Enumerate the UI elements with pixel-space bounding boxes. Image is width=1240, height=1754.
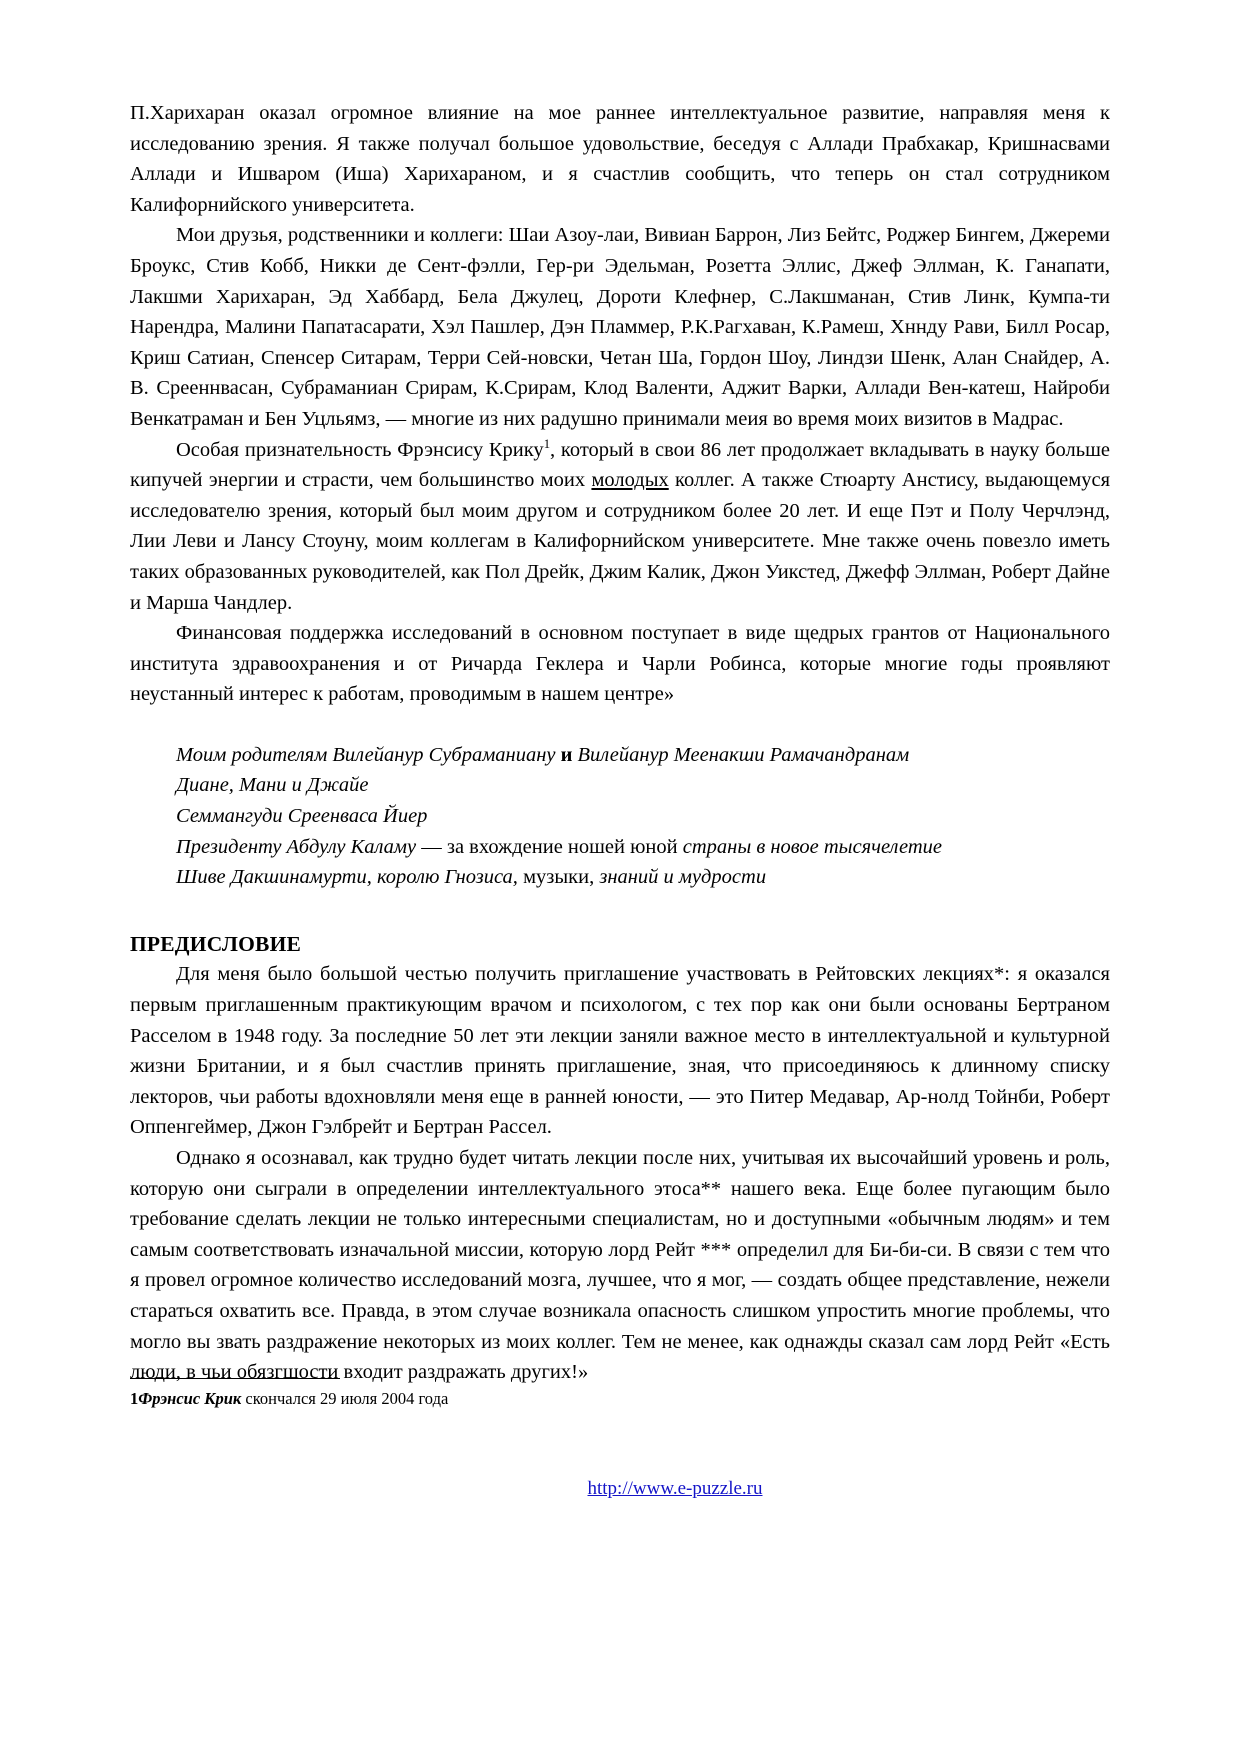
dedication-line-semmangudi: Семмангуди Среенваса Йиер (176, 805, 428, 828)
footnote-1 (130, 1388, 1110, 1410)
footnote-body-text: скончался 29 июля 2004 года (241, 1389, 449, 1408)
footer-website-link[interactable]: http://www.e-puzzle.ru (587, 1478, 763, 1499)
crick-text-before-footnote: Особая признательность Фрэнсису Крику (176, 438, 544, 461)
page-footer (0, 1478, 1240, 1500)
dedication-kalam-part3: страны в новое тысячелетие (682, 835, 942, 858)
underlined-word-molodyh: молодых (591, 469, 669, 492)
footnote-area (130, 1378, 1110, 1410)
paragraph-preface-first: Для меня было большой честью получить приглашение участвовать в Рейтовских лекциях*: я оказался первым приглашенным практикующим врачом и психологом, с тех пор как они были основаны Бертраном Расселом в 1948 году. За последние 50 лет эти лекции заняли важное место в интеллектуальной и культурной жизни Британии, и я был счастлив принять приглашение, зная, что присоединяюсь к длинному списку лекторов, чьи работы вдохновляли меня еще в ранней юности, — это Питер Медавар, Ар-нолд Тойнби, Роберт Оппенгеймер, Джон Гэлбрейт и Бертран Рассел. (130, 963, 1110, 1139)
dedication-shiva-part3: знаний и мудрости (599, 866, 767, 889)
dedication-parents-part2: Вилейанур Меенакши Рамачандранам (577, 743, 910, 766)
footnote-reference-1[interactable]: 1 (543, 436, 551, 451)
dedication-kalam-part1: Президенту Абдулу Каламу (176, 835, 417, 858)
paragraph-acknowledgements-hariharan: П.Харихаран оказал огромное влияние на мое раннее интеллектуальное развитие, направляя меня к исследованию зрения. Я также получал большое удовольствие, беседуя с Аллади Прабхакар, Кришнасвами Аллади и Ишваром (Иша) Харихараном, и я счастлив сообщить, что теперь он стал сотрудником Калифорнийского университета. (130, 102, 1110, 216)
section-heading-preface: ПРЕДИСЛОВИЕ (130, 931, 302, 956)
dedication-em-dash: — (421, 835, 442, 858)
paragraph-francis-crick (130, 435, 1110, 619)
footnote-number: 1 (130, 1389, 139, 1408)
dedication-kalam-part2: за вхождение ношей юной (446, 835, 678, 858)
dedication-block (130, 740, 1110, 893)
paragraph-friends-relatives-colleagues: Мои друзья, родственники и коллеги: Шаи Азоу-лаи, Вивиан Баррон, Лиз Бейтс, Роджер Бингем, Джереми Броукс, Стив Кобб, Никки де Сент-фэлли, Гер-ри Эдельман, Розетта Эллис, Джеф Эллман, К. Ганапати, Лакшми Харихаран, Эд Хаббард, Бела Джулец, Дороти Клефнер, С.Лакшманан, Стив Линк, Кумпа-ти Нарендра, Малини Папатасарати, Хэл Пашлер, Дэн Пламмер, Р.К.Рагхаван, К.Рамеш, Хннду Рави, Билл Росар, Криш Сатиан, Спенсер Ситарам, Терри Сей-новски, Четан Ша, Гордон Шоу, Линдзи Шенк, Алан Снайдер, А. В. Срееннвасан, Субраманиан Срирам, К.Срирам, Клод Валенти, Аджит Варки, Аллади Вен-катеш, Найроби Венкатраман и Бен Уцльямз, — многие из них радушно принимали меия во время моих визитов в Мадрас. (130, 224, 1110, 430)
page-body (130, 98, 1110, 1388)
dedication-line-president-kalam (130, 832, 1110, 863)
paragraph-financial-support: Финансовая поддержка исследований в основном поступает в виде щедрых грантов от Национального института здравоохранения и от Ричарда Геклера и Чарли Робинса, которые многие годы проявляют неустанный интерес к работам, проводимым в нашем центре» (130, 622, 1110, 706)
dedication-parents-part1: Моим родителям Вилейанур Субраманиану (176, 743, 556, 766)
crick-text-after-footnote-b: коллег. А также Стюарту Анстису, выдающемуся исследователю зрения, который был моим другом и сотрудником более 20 лет. И еще Пэт и Полу Черчлэнд, Лии Леви и Лансу Стоуну, моим коллегам в Калифорнийском университете. Мне также очень повезло иметь таких образованных руководителей, как Пол Дрейк, Джим Калик, Джон Уикстед, Джефф Эллман, Роберт Дайне и Марша Чандлер. (130, 469, 1110, 614)
footnote-person-name: Фрэнсис Крик (138, 1389, 242, 1408)
footnote-separator-rule (130, 1378, 340, 1379)
dedication-line-parents (130, 740, 1110, 771)
crick-text-after-footnote-a: , который в свои 86 лет продолжает вкладывать в науку больше кипучей энергии и страсти, чем большинство моих (130, 438, 1110, 492)
dedication-shiva-part2: музыки, (523, 866, 595, 889)
dedication-line-shiva (130, 862, 1110, 893)
dedication-conjunction: и (560, 743, 573, 766)
paragraph-preface-second: Однако я осознавал, как трудно будет читать лекции после них, учитывая их высочайший уровень и роль, которую они сыграли в определении интеллектуального этоса** нашего века. Еще более пугающим было требование сделать лекции не только интересными специалистам, но и доступными «обычным людям» и тем самым соответствовать изначальной миссии, которую лорд Рейт *** определил для Би-би-си. В связи с тем что я провел огромное количество исследований мозга, лучшее, что я мог, — создать общее представление, нежели стараться охватить все. Правда, в этом случае возникала опасность слишком упростить многие проблемы, что могло вы звать раздражение некоторых из моих коллег. Тем не менее, как однажды сказал сам лорд Рейт «Есть люди, в чьи обязгшости входит раздражать других!» (130, 1147, 1110, 1384)
dedication-line-diane-mani-jaye: Диане, Мани и Джайе (176, 774, 369, 797)
dedication-shiva-part1: Шиве Дакшинамурти, королю Гнозиса, (176, 866, 518, 889)
